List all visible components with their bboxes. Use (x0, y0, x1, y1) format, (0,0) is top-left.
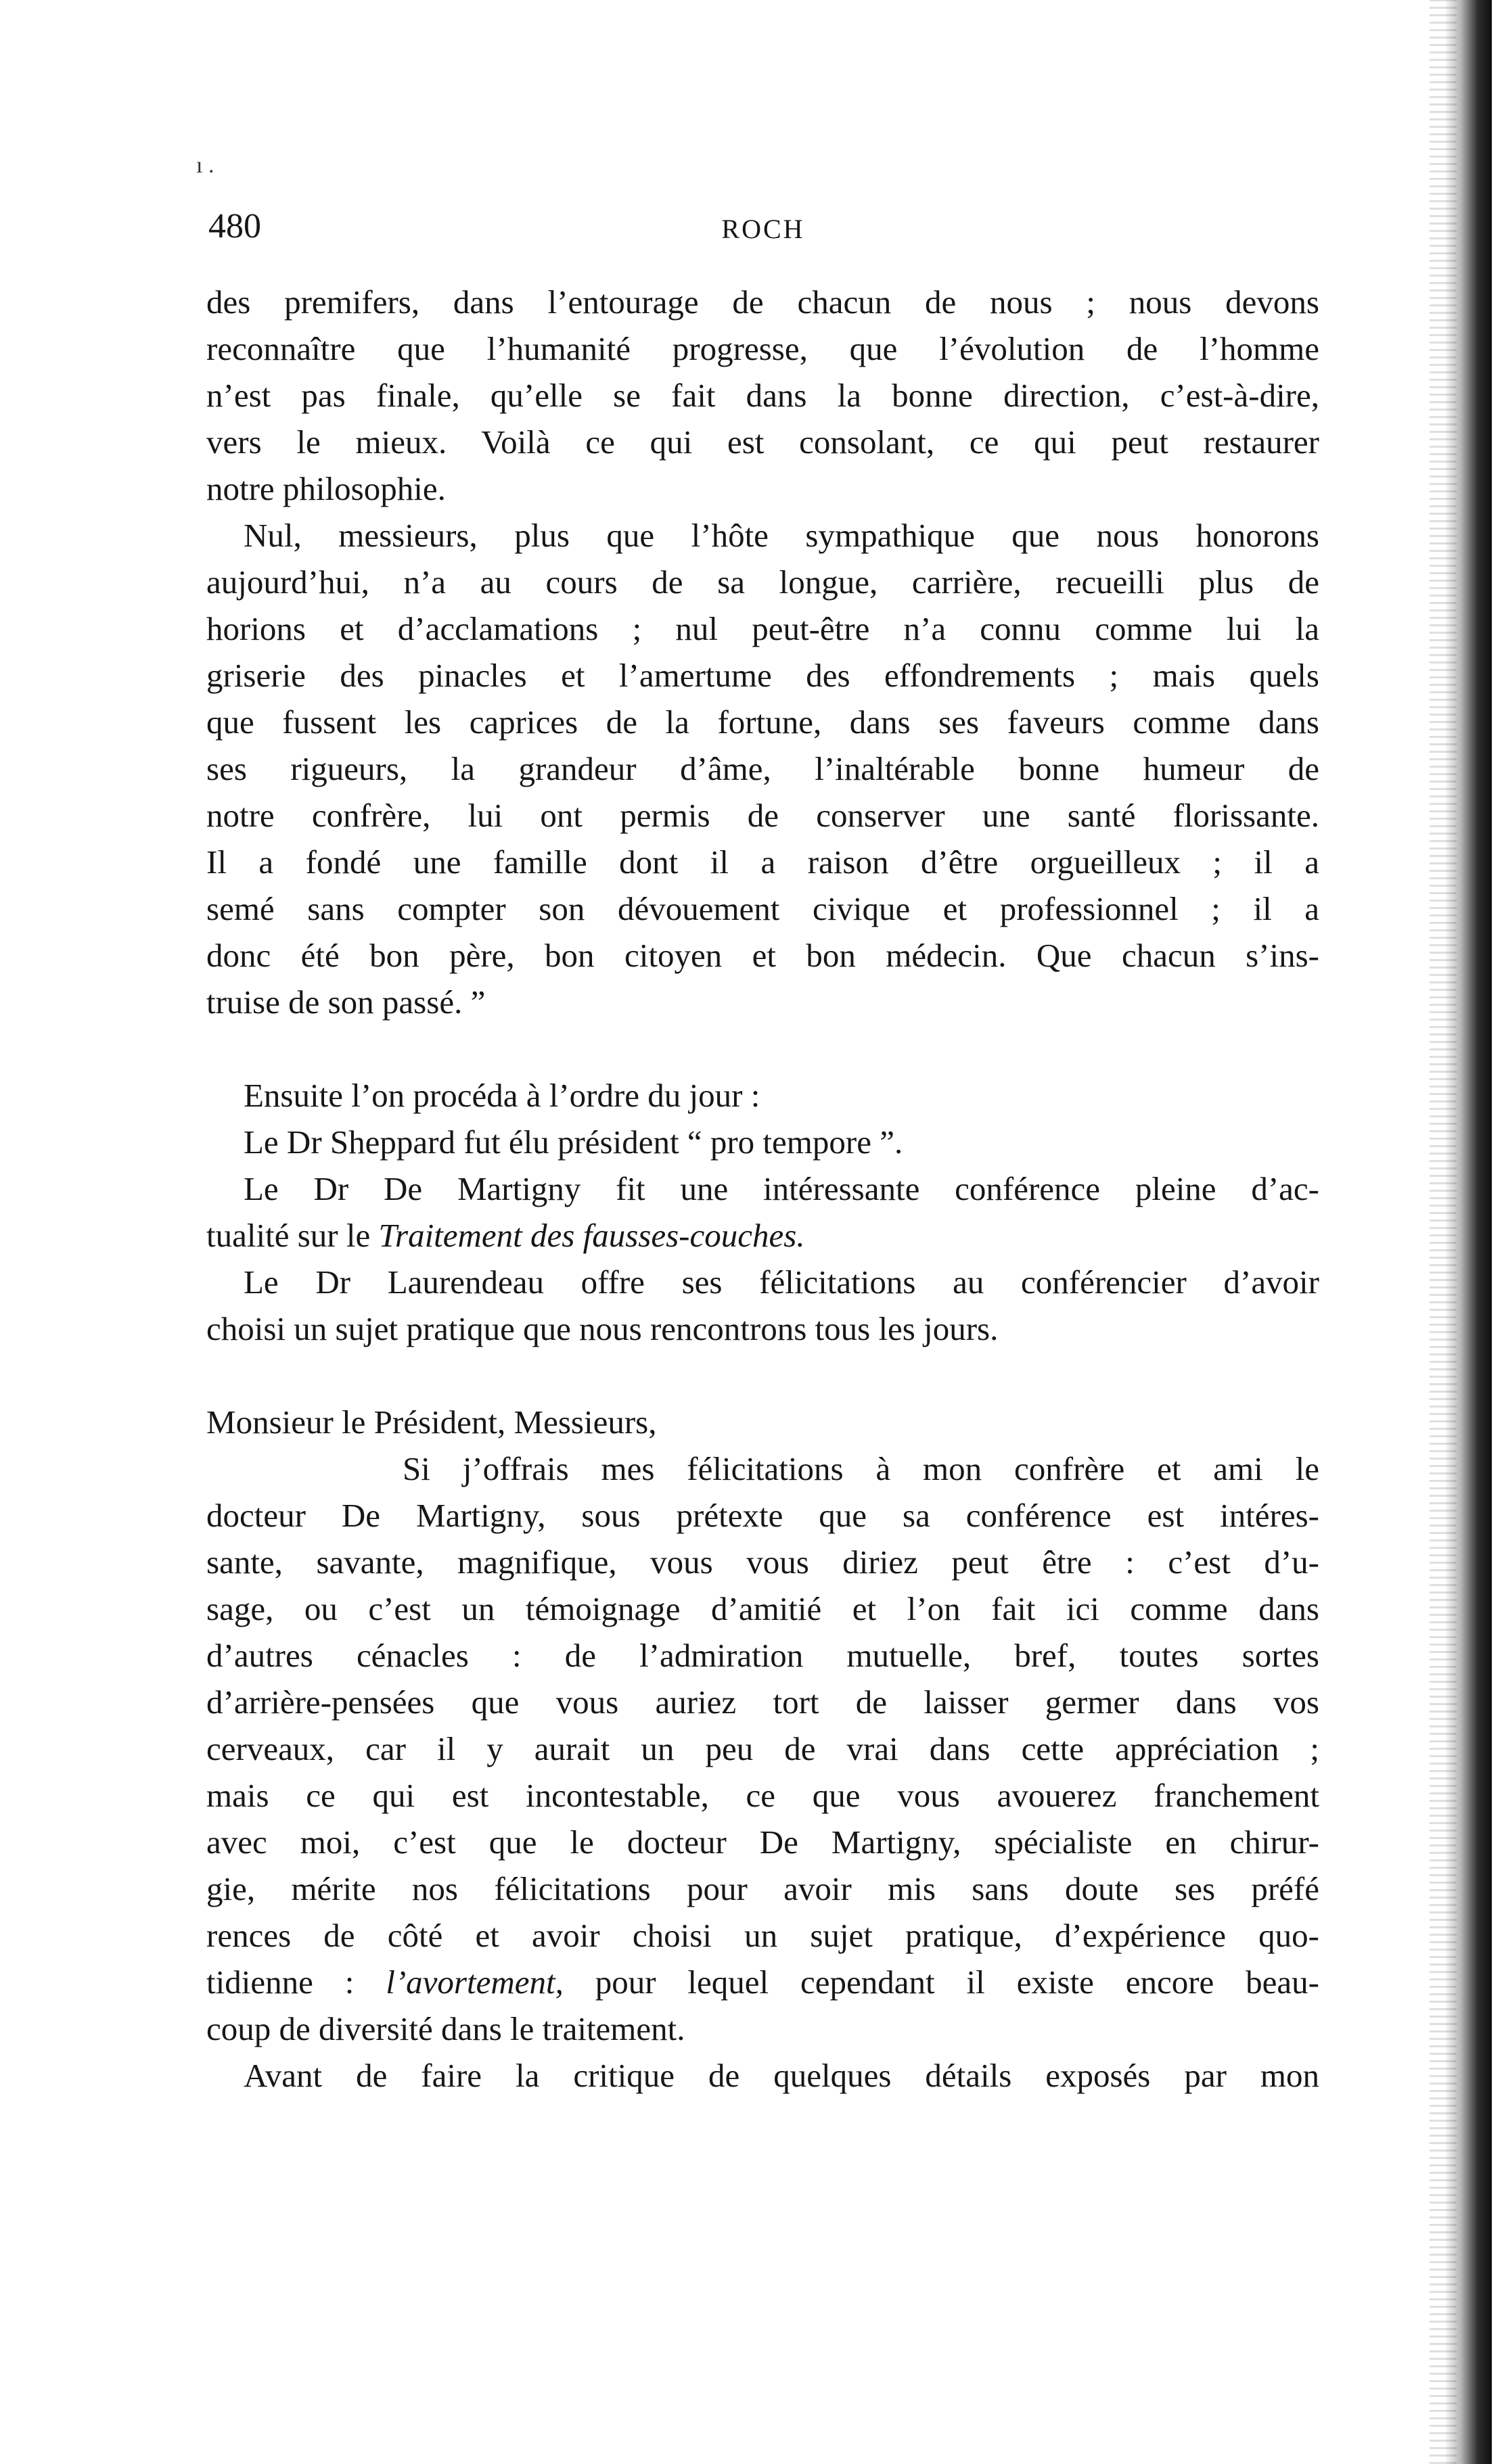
text-line: cerveaux, car il y aurait un peu de vrai dans cette appréciation ; (206, 1730, 1319, 1767)
text-line: sante, savante, magnifique, vous vous diriez peut être : c’est d’u- (206, 1543, 1319, 1581)
salutation-line: Monsieur le Président, Messieurs, (206, 1403, 657, 1441)
paragraph-start-line: Le Dr Laurendeau offre ses félicitations au conférencier d’avoir (244, 1263, 1319, 1301)
text-line: vers le mieux. Voilà ce qui est consolant, ce qui peut restaurer (206, 423, 1319, 461)
stray-print-mark: ı . (196, 153, 214, 178)
page-number: 480 (208, 207, 261, 246)
text-line: notre philosophie. (206, 470, 446, 507)
page-header (208, 203, 1318, 250)
paragraph-start-line: Avant de faire la critique de quelques détails exposés par mon (244, 2057, 1319, 2094)
text-line: horions et d’acclamations ; nul peut-être n’a connu comme lui la (206, 610, 1319, 647)
text-run: pour lequel cependant il existe encore beau- (563, 1963, 1319, 2001)
text-line: d’autres cénacles : de l’admiration mutuelle, bref, toutes sortes (206, 1637, 1319, 1674)
text-line: truise de son passé. ” (206, 983, 486, 1021)
text-run: tualité sur le (206, 1217, 379, 1254)
text-line: avec moi, c’est que le docteur De Martigny, spécialiste en chirur- (206, 1823, 1319, 1861)
text-line (206, 1212, 1319, 1259)
text-line: n’est pas finale, qu’elle se fait dans la bonne direction, c’est-à-dire, (206, 377, 1319, 414)
text-line: des premifers, dans l’entourage de chacun de nous ; nous devons (206, 283, 1319, 321)
text-line: reconnaître que l’humanité progresse, que l’évolution de l’homme (206, 330, 1319, 367)
text-line: mais ce qui est incontestable, ce que vous avouerez franchement (206, 1777, 1319, 1814)
scan-edge-shadow (1444, 0, 1492, 2464)
paragraph-start-line: Le Dr De Martigny fit une intéressante conférence pleine d’ac- (244, 1170, 1319, 1207)
text-line: semé sans compter son dévouement civique et professionnel ; il a (206, 890, 1319, 927)
text-line: sage, ou c’est un témoignage d’amitié et l’on fait ici comme dans (206, 1590, 1319, 1627)
body-text (206, 279, 1319, 2099)
paragraph-start-line: Le Dr Sheppard fut élu président “ pro tempore ”. (244, 1123, 903, 1161)
text-line: Il a fondé une famille dont il a raison d’être orgueilleux ; il a (206, 843, 1319, 881)
running-head: ROCH (721, 214, 805, 244)
blank-line (206, 1352, 1319, 1399)
italic-title: Traitement des fausses-couches. (378, 1217, 805, 1254)
text-line: coup de diversité dans le traitement. (206, 2010, 685, 2047)
text-run: tidienne : (206, 1963, 386, 2001)
paragraph-start-line: Nul, messieurs, plus que l’hôte sympathique que nous honorons (244, 517, 1319, 554)
text-line: griserie des pinacles et l’amertume des effondrements ; mais quels (206, 657, 1319, 694)
text-line: aujourd’hui, n’a au cours de sa longue, carrière, recueilli plus de (206, 563, 1319, 601)
text-line: que fussent les caprices de la fortune, dans ses faveurs comme dans (206, 703, 1319, 741)
paragraph-start-line: Si j’offrais mes félicitations à mon confrère et ami le (403, 1450, 1319, 1487)
text-line: ses rigueurs, la grandeur d’âme, l’inaltérable bonne humeur de (206, 750, 1319, 787)
paragraph-start-line: Ensuite l’on procéda à l’ordre du jour : (244, 1077, 760, 1114)
text-line: rences de côté et avoir choisi un sujet pratique, d’expérience quo- (206, 1917, 1319, 1954)
blank-line (206, 1025, 1319, 1072)
text-line: choisi un sujet pratique que nous rencontrons tous les jours. (206, 1310, 999, 1347)
text-line: donc été bon père, bon citoyen et bon médecin. Que chacun s’ins- (206, 937, 1319, 974)
italic-term: l’avortement, (386, 1963, 564, 2001)
text-line: gie, mérite nos félicitations pour avoir mis sans doute ses préfé (206, 1870, 1319, 1907)
text-line: notre confrère, lui ont permis de conserver une santé florissante. (206, 797, 1319, 834)
text-line: docteur De Martigny, sous prétexte que sa conférence est intéres- (206, 1497, 1319, 1534)
text-line (206, 1959, 1319, 2005)
text-line: d’arrière-pensées que vous auriez tort de laisser germer dans vos (206, 1683, 1319, 1721)
